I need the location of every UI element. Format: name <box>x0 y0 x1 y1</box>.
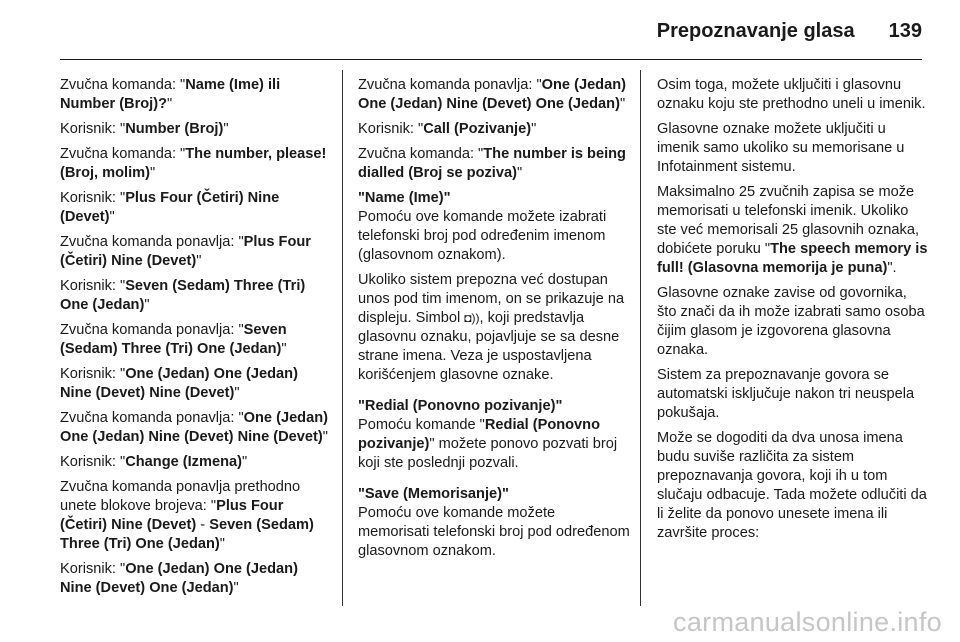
dialog-line: Zvučna komanda: "The number is being dialled (Broj se poziva)" <box>358 146 626 181</box>
dialog-line: Korisnik: "Seven (Sedam) Three (Tri) One (Jedan)" <box>60 278 306 313</box>
save-section <box>358 485 630 561</box>
name-section <box>358 189 630 265</box>
dialog-line: Zvučna komanda ponavlja prethodno unete blokove brojeva: "Plus Four (Četiri) Nine (Devet) - Seven (Sedam) Three (Tri) One (Jedan)" <box>60 479 314 552</box>
column-3 <box>657 76 929 549</box>
column-1 <box>60 76 332 604</box>
paragraph: Glasovne oznake možete uključiti u imenik samo ukoliko su memorisane u Infotainment sistemu. <box>657 121 905 175</box>
page-header <box>657 20 922 43</box>
name-description-2: Ukoliko sistem prepozna već dostupan unos pod tim imenom, on se prikazuje na displeju. Simbol ◘)), koji predstavlja glasovnu oznaku, pojavljuje se sa desne strane imena. Veza je uspostavljena korišćenjem glasovne oznake. <box>358 272 625 383</box>
paragraph: Sistem za prepoznavanje govora se automatski isključuje nakon tri neuspela pokušaja. <box>657 367 915 421</box>
dialog-line: Zvučna komanda ponavlja: "One (Jedan) One (Jedan) Nine (Devet) Nine (Devet)" <box>60 410 328 445</box>
paragraph: Osim toga, možete uključiti i glasovnu oznaku koju ste prethodno uneli u imenik. <box>657 77 926 112</box>
page-title: Prepoznavanje glasa <box>656 20 855 42</box>
dialog-line: Korisnik: "Plus Four (Četiri) Nine (Devet)" <box>60 190 280 225</box>
dialog-line: Zvučna komanda ponavlja: "Plus Four (Četiri) Nine (Devet)" <box>60 234 311 269</box>
paragraph: Glasovne oznake zavise od govornika, što znači da ih može izabrati samo osoba čijim glasom je izgovorena glasovna oznaka. <box>657 285 925 358</box>
dialog-line: Zvučna komanda ponavlja: "One (Jedan) One (Jedan) Nine (Devet) One (Jedan)" <box>358 77 626 112</box>
paragraph: Može se dogoditi da dva unosa imena budu suviše različita za sistem prepoznavanja govora, koji ih u tom slučaju odbacuje. Tada možete odlučiti da li želite da ponovo unesete imena ili završite proces: <box>657 430 927 541</box>
dialog-line: Korisnik: "One (Jedan) One (Jedan) Nine (Devet) Nine (Devet)" <box>60 366 298 401</box>
dialog-line: Korisnik: "Number (Broj)" <box>60 121 229 137</box>
dialog-line: Korisnik: "One (Jedan) One (Jedan) Nine (Devet) One (Jedan)" <box>60 561 298 596</box>
column-divider-1 <box>342 70 343 606</box>
dialog-line: Korisnik: "Call (Pozivanje)" <box>358 121 537 137</box>
save-description: Pomoću ove komande možete memorisati telefonski broj pod određenom glasovnom oznakom. <box>358 505 630 559</box>
section-heading-redial: "Redial (Ponovno pozivanje)" <box>358 398 563 414</box>
dialog-line: Zvučna komanda ponavlja: "Seven (Sedam) Three (Tri) One (Jedan)" <box>60 322 287 357</box>
page-number: 139 <box>888 20 922 42</box>
dialog-line: Zvučna komanda: "Name (Ime) ili Number (Broj)?" <box>60 77 281 112</box>
section-heading-save: "Save (Memorisanje)" <box>358 486 509 502</box>
column-2 <box>358 76 630 567</box>
dialog-line: Zvučna komanda: "The number, please! (Broj, molim)" <box>60 146 327 181</box>
watermark: carmanualsonline.info <box>673 607 942 637</box>
paragraph: Maksimalno 25 zvučnih zapisa se može memorisati u telefonski imenik. Ukoliko ste već memorisali 25 glasovnih oznaka, dobićete poruku "The speech memory is full! (Glasovna memorija je puna)". <box>657 184 928 276</box>
section-heading-name: "Name (Ime)" <box>358 190 451 206</box>
dialog-line: Korisnik: "Change (Izmena)" <box>60 454 248 470</box>
column-divider-2 <box>640 70 641 606</box>
header-rule <box>60 59 922 60</box>
name-description: Pomoću ove komande možete izabrati telefonski broj pod određenim imenom (glasovnom oznakom). <box>358 209 607 263</box>
voice-tag-icon: ◘)) <box>464 311 480 325</box>
redial-section: "Redial (Ponovno pozivanje)" Pomoću komande "Redial (Ponovno pozivanje)" možete ponovo pozvati broj koji ste poslednji pozvali. <box>358 397 630 473</box>
